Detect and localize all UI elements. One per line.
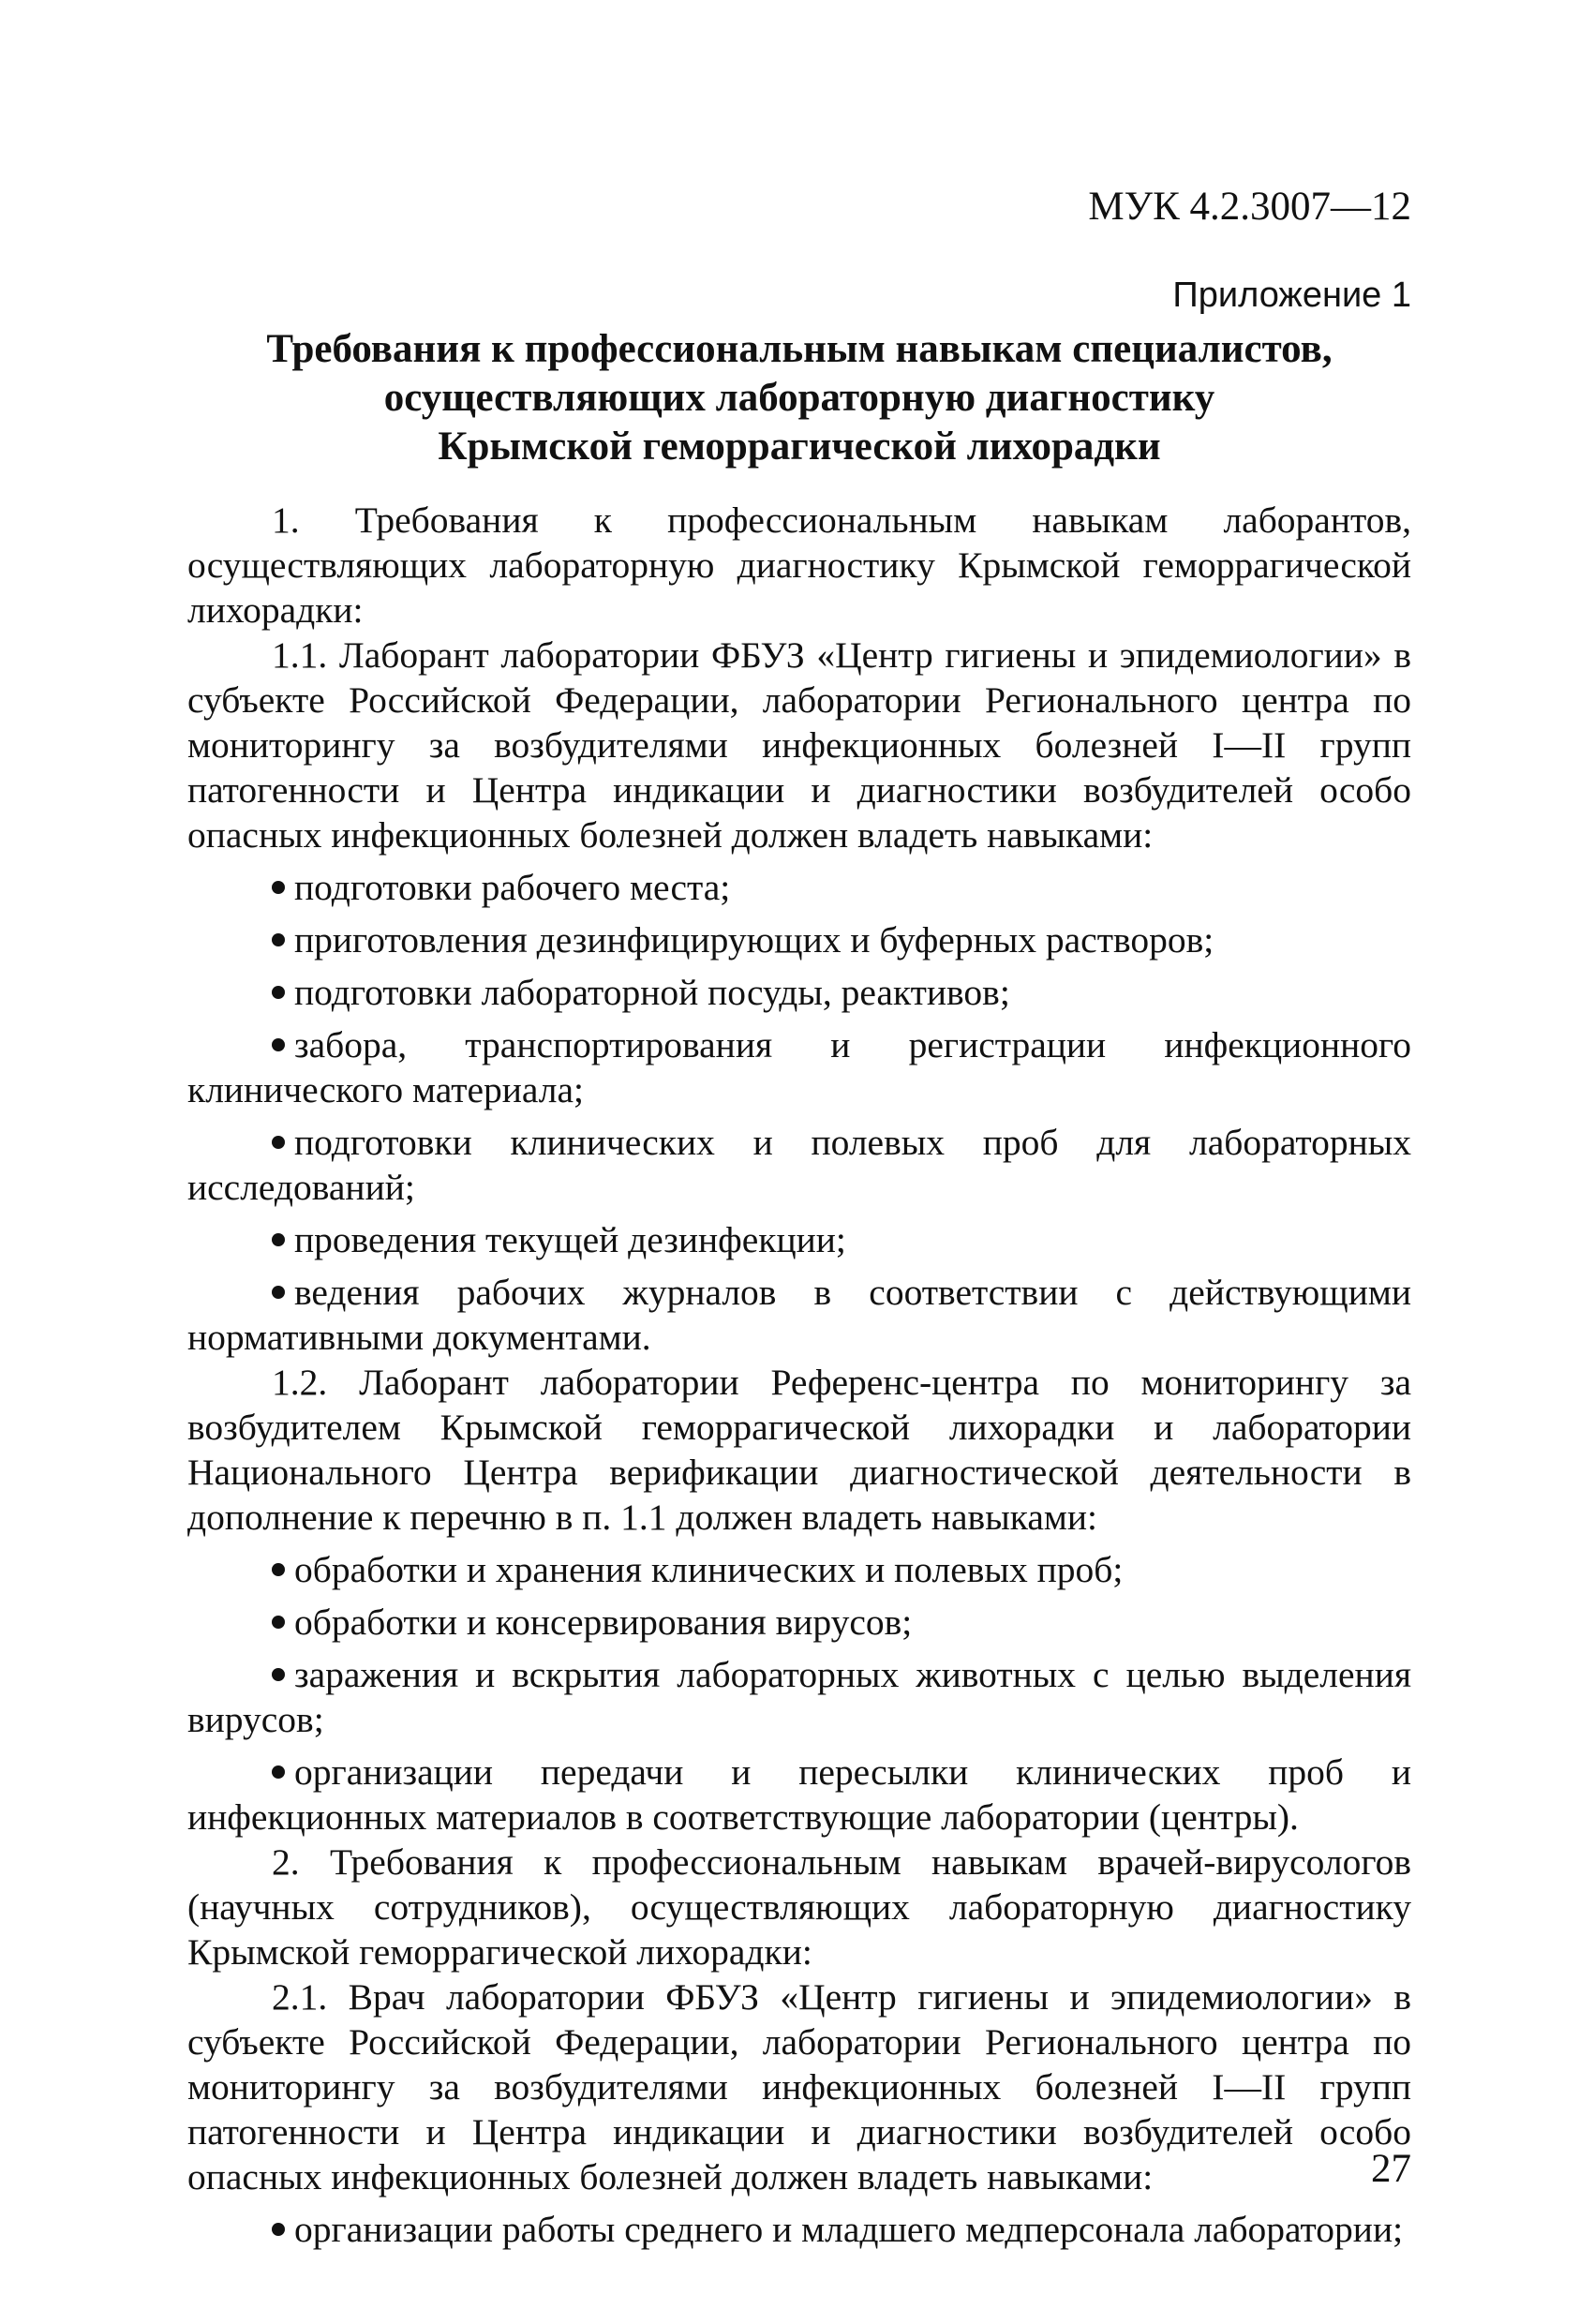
page-number: 27 [1371,2147,1411,2191]
bullet-icon [272,986,285,999]
section-1-2-paragraph: 1.2. Лаборант лаборатории Референс-центра по мониторингу за возбудителем Крымской геморрагической лихорадки и лаборатории Национального Центра верификации диагностической деятельности в дополнение к перечню в п. 1.1 должен владеть навыками: [187,1362,1411,1538]
bullet-icon [272,881,285,894]
bullet-icon [272,1765,285,1779]
list-item-text: организации работы среднего и младшего медперсонала лаборатории; [294,2209,1404,2250]
list-item [187,1022,1411,1112]
list-item [187,865,1411,910]
title-line-1: Требования к профессиональным навыкам специалистов, [266,327,1333,371]
bullet-icon [272,1668,285,1681]
bullet-icon [272,1038,285,1051]
list-item [187,1270,1411,1360]
bullet-icon [272,1616,285,1629]
bullet-icon [272,933,285,946]
appendix-label: Приложение 1 [1172,276,1411,315]
section-1-1-paragraph: 1.1. Лаборант лаборатории ФБУЗ «Центр гигиены и эпидемиологии» в субъекте Российской Федерации, лаборатории Регионального центра по мониторингу за возбудителями инфекционных болезней I—II групп патогенности и Центра индикации и диагностики возбудителей особо опасных инфекционных болезней должен владеть навыками: [187,634,1411,856]
list-item [187,1600,1411,1645]
title-line-3: Крымской геморрагической лихорадки [438,425,1161,469]
bullet-icon [272,1136,285,1149]
list-item-text: проведения текущей дезинфекции; [294,1219,846,1260]
list-item-text: приготовления дезинфицирующих и буферных растворов; [294,919,1214,961]
list-item [187,1750,1411,1840]
list-item-text: обработки и консервирования вирусов; [294,1601,913,1643]
list-item-text: организации передачи и пересылки клинических проб и инфекционных материалов в соответствующие лаборатории (центры). [187,1751,1411,1838]
list-item [187,1547,1411,1592]
bullet-icon [272,1233,285,1246]
list-item [187,1217,1411,1262]
list-item-text: заражения и вскрытия лабораторных животных с целью выделения вирусов; [187,1654,1411,1740]
document-body [187,498,1411,2252]
list-item [187,970,1411,1015]
list-item-text: подготовки лабораторной посуды, реактивов; [294,972,1010,1013]
list-item [187,1120,1411,1210]
appendix-title [187,325,1411,471]
list-item-text: забора, транспортирования и регистрации инфекционного клинического материала; [187,1024,1411,1110]
list-item [187,2207,1411,2252]
bullet-icon [272,2223,285,2236]
bullet-icon [272,1286,285,1299]
list-item [187,917,1411,962]
document-page [187,183,1411,2250]
document-code: МУК 4.2.3007—12 [1088,185,1411,229]
list-item-text: подготовки клинических и полевых проб для лабораторных исследований; [187,1122,1411,1208]
title-line-2: осуществляющих лабораторную диагностику [383,376,1215,420]
list-item [187,1652,1411,1742]
section-1-paragraph: 1. Требования к профессиональным навыкам лаборантов, осуществляющих лабораторную диагностику Крымской геморрагической лихорадки: [187,499,1411,631]
bullet-icon [272,1563,285,1576]
list-item-text: ведения рабочих журналов в соответствии с действующими нормативными документами. [187,1272,1411,1358]
section-2-1-paragraph: 2.1. Врач лаборатории ФБУЗ «Центр гигиены и эпидемиологии» в субъекте Российской Федерации, лаборатории Регионального центра по мониторингу за возбудителями инфекционных болезней I—II групп патогенности и Центра индикации и диагностики возбудителей особо опасных инфекционных болезней должен владеть навыками: [187,1976,1411,2197]
list-item-text: обработки и хранения клинических и полевых проб; [294,1549,1124,1590]
list-item-text: подготовки рабочего места; [294,867,731,908]
section-2-paragraph: 2. Требования к профессиональным навыкам врачей-вирусологов (научных сотрудников), осуществляющих лабораторную диагностику Крымской геморрагической лихорадки: [187,1841,1411,1973]
